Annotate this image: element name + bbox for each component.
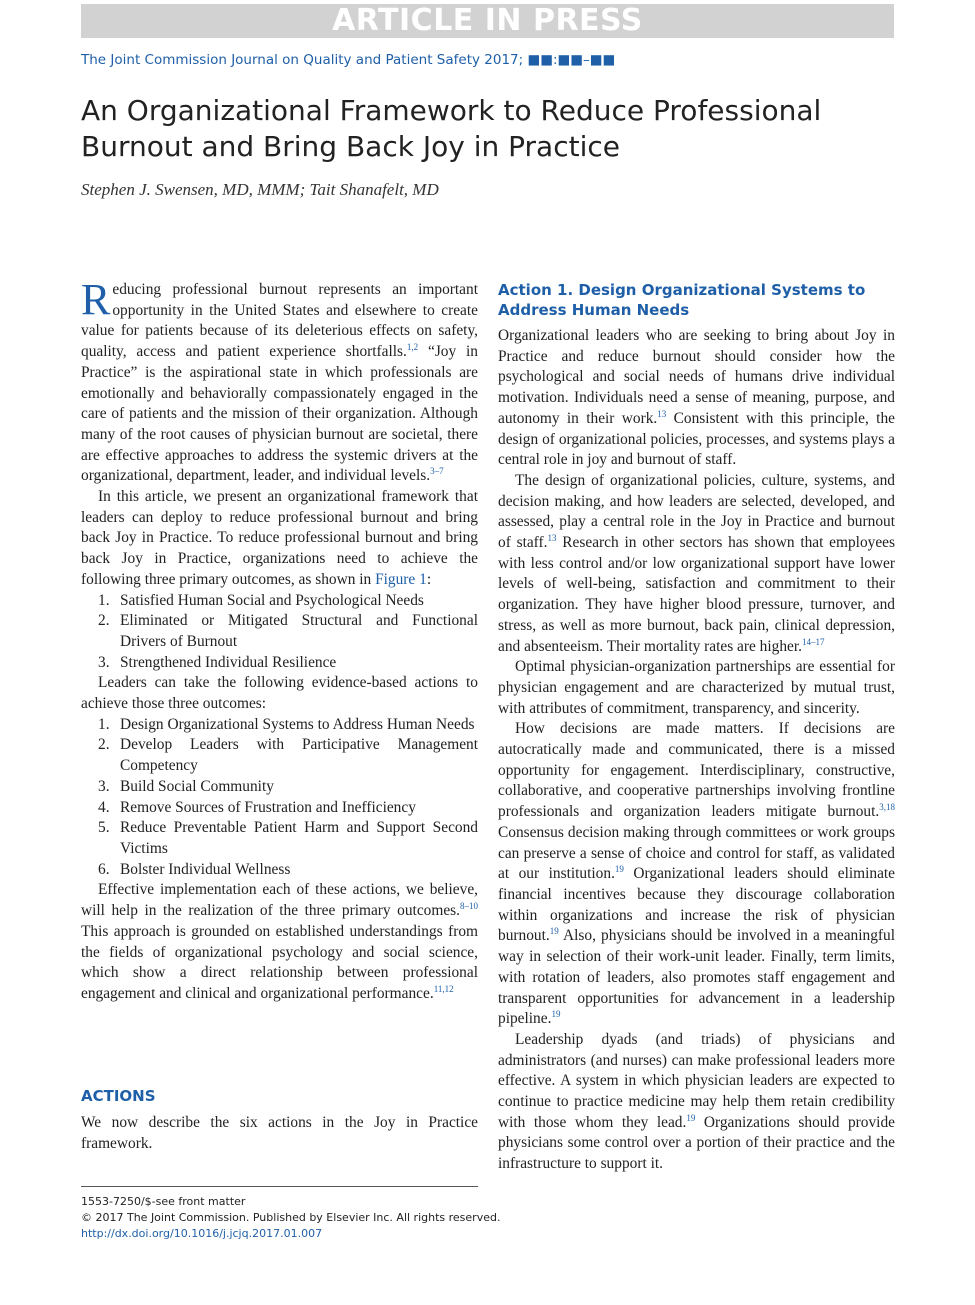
ref-link[interactable]: 1,2 xyxy=(406,342,419,353)
body-paragraph xyxy=(498,1030,895,1175)
list-text: Remove Sources of Frustration and Inefficiency xyxy=(120,798,416,816)
actions-heading: ACTIONS xyxy=(81,1087,156,1105)
list-number: 1. xyxy=(98,715,110,733)
list-item xyxy=(81,818,478,859)
actions-list xyxy=(81,715,478,881)
list-number: 2. xyxy=(98,612,110,630)
list-number: 3. xyxy=(98,653,110,671)
framework-text: In this article, we present an organizational framework that leaders can deploy to reduce professional burnout and bring back Joy in Practice. To reduce professional burnout and bring back Joy in Practice, organizations need to achieve the following three primary outcomes, as shown in xyxy=(81,488,478,588)
list-item xyxy=(81,735,478,776)
list-number: 6. xyxy=(98,860,110,878)
footer-divider xyxy=(81,1186,478,1187)
list-number: 1. xyxy=(98,591,110,609)
body-text: How decisions are made matters. If decisions are autocratically made and communicated, there is a missed opportunity for engagement. Interdisciplinary, constructive, collaborative, and cooperative partnerships involving frontline professionals and organization leaders mitigate burnout. xyxy=(498,720,895,821)
list-item xyxy=(81,653,478,674)
intro-text-b: “Joy in Practice” is the aspirational state in which professionals are emotionally and behaviorally compassionately engaged in the care of patients and the mission of their organization. Although many of the root causes of physician burnout are societal, there are effective approaches to address the systemic drivers at the organizational, department, leader, and individual levels. xyxy=(81,343,478,485)
list-number: 2. xyxy=(98,736,110,754)
body-text: The design of organizational policies, culture, systems, and decision making, and how leaders are selected, developed, and assessed, play a central role in the Joy in Practice and burnout of staff. xyxy=(498,471,895,552)
article-in-press-banner: ARTICLE IN PRESS xyxy=(81,4,894,38)
framework-colon: : xyxy=(426,570,432,588)
list-number: 3. xyxy=(98,777,110,795)
body-text: Organizations should provide physicians some control over a portion of their practice and the infrastructure to support it. xyxy=(498,1113,895,1173)
body-paragraph xyxy=(498,326,895,471)
list-item xyxy=(81,777,478,798)
list-item xyxy=(81,611,478,652)
ref-link[interactable]: 13 xyxy=(657,408,667,419)
authors: Stephen J. Swensen, MD, MMM; Tait Shanafelt, MD xyxy=(81,180,439,199)
right-column xyxy=(498,280,895,1175)
leaders-paragraph: Leaders can take the following evidence-based actions to achieve those three outcomes: xyxy=(81,674,478,713)
implementation-text-b: This approach is grounded on established understandings from the fields of organizational psychology and social science, which show a direct relationship between professional engagement and clinical and organizational performance. xyxy=(81,922,478,1002)
ref-link[interactable]: 14–17 xyxy=(802,636,825,647)
ref-link[interactable]: 19 xyxy=(551,1009,561,1020)
ref-link[interactable]: 3–7 xyxy=(430,466,444,477)
ref-link[interactable]: 19 xyxy=(686,1112,696,1123)
body-paragraph xyxy=(498,471,895,657)
list-number: 5. xyxy=(98,819,110,837)
ref-link[interactable]: 19 xyxy=(549,926,559,937)
ref-link[interactable]: 19 xyxy=(614,864,624,875)
list-number: 4. xyxy=(98,798,110,816)
list-text: Design Organizational Systems to Address Human Needs xyxy=(120,715,475,733)
doi-link[interactable]: http://dx.doi.org/10.1016/j.jcjq.2017.01.007 xyxy=(81,1227,323,1240)
body-text: Research in other sectors has shown that employees with less control and/or low organizational support have lower levels of well-being, satisfaction and commitment to their organization. They have higher blood pressure, turnover, and stress, as well as more burnout, back pain, clinical depression, and absenteeism. Their mortality rates are higher. xyxy=(498,534,895,655)
body-text: Also, physicians should be involved in a meaningful way in selection of their work-unit leader. Finally, term limits, with rotation of leaders, also promotes staff engagement and transparent opportunities for advancement in a leadership pipeline. xyxy=(498,927,895,1028)
body-paragraph xyxy=(498,719,895,1030)
footer xyxy=(81,1194,501,1242)
list-item xyxy=(81,715,478,736)
intro-paragraph xyxy=(81,275,478,487)
issn-line: 1553-7250/$-see front matter xyxy=(81,1195,246,1208)
copyright-line: © 2017 The Joint Commission. Published by Elsevier Inc. All rights reserved. xyxy=(81,1211,501,1224)
list-item xyxy=(81,860,478,881)
action-1-heading: Action 1. Design Organizational Systems to Address Human Needs xyxy=(498,281,866,319)
body-text: Organizational leaders who are seeking to bring about Joy in Practice and reduce burnout should consider how the psychological and social needs of humans drive individual motivation. Individuals need a sense of meaning, purpose, and autonomy in their work. xyxy=(498,327,895,427)
journal-citation[interactable]: The Joint Commission Journal on Quality and Patient Safety 2017; ■■:■■–■■ xyxy=(81,52,616,68)
left-column xyxy=(81,275,478,1005)
outcomes-list xyxy=(81,591,478,674)
list-text: Reduce Preventable Patient Harm and Support Second Victims xyxy=(120,819,478,857)
drop-cap: R xyxy=(81,275,111,324)
body-text: Leadership dyads (and triads) of physicians and administrators (and nurses) can make professional leaders more effective. A system in which physician leaders are expected to continue to practice medicine may help them retain credibility with those whom they lead. xyxy=(498,1030,895,1131)
intro-text-a: educing professional burnout represents an important opportunity in the United States and elsewhere to create value for patients because of its deleterious effects on safety, quality, access and patient experience shortfalls. xyxy=(81,281,478,361)
implementation-paragraph xyxy=(81,880,478,1004)
ref-link[interactable]: 11,12 xyxy=(433,983,454,994)
list-text: Eliminated or Mitigated Structural and Functional Drivers of Burnout xyxy=(120,612,478,650)
list-item xyxy=(81,591,478,612)
figure-1-link[interactable]: Figure 1 xyxy=(375,570,427,588)
ref-link[interactable]: 3,18 xyxy=(879,802,895,813)
body-text: Organizational leaders should eliminate financial incentives because they discourage collaboration within organizations and increase the risk of physician burnout. xyxy=(498,865,896,945)
article-title: An Organizational Framework to Reduce Professional Burnout and Bring Back Joy in Practice xyxy=(81,94,822,163)
body-text: Consistent with this principle, the design of organizational policies, processes, and systems plays a central role in joy and burnout of staff. xyxy=(498,409,895,469)
list-text: Build Social Community xyxy=(120,777,274,795)
ref-link[interactable]: 13 xyxy=(547,533,557,544)
implementation-text-a: Effective implementation each of these actions, we believe, will help in the realization of the three primary outcomes. xyxy=(81,881,478,920)
list-text: Strengthened Individual Resilience xyxy=(120,653,337,671)
body-paragraph: Optimal physician-organization partnerships are essential for physician engagement and are characterized by mutual trust, with attributes of commitment, transparency, and sincerity. xyxy=(498,658,895,717)
ref-link[interactable]: 8–10 xyxy=(460,901,478,912)
body-text: Consensus decision making through committees or work groups can preserve a sense of choice and control for staff, as validated at our institution. xyxy=(498,823,895,883)
list-text: Bolster Individual Wellness xyxy=(120,860,291,878)
list-item xyxy=(81,798,478,819)
actions-paragraph: We now describe the six actions in the Joy in Practice framework. xyxy=(81,1114,478,1152)
list-text: Develop Leaders with Participative Management Competency xyxy=(120,736,478,775)
framework-paragraph xyxy=(81,487,478,591)
list-text: Satisfied Human Social and Psychological Needs xyxy=(120,591,424,609)
